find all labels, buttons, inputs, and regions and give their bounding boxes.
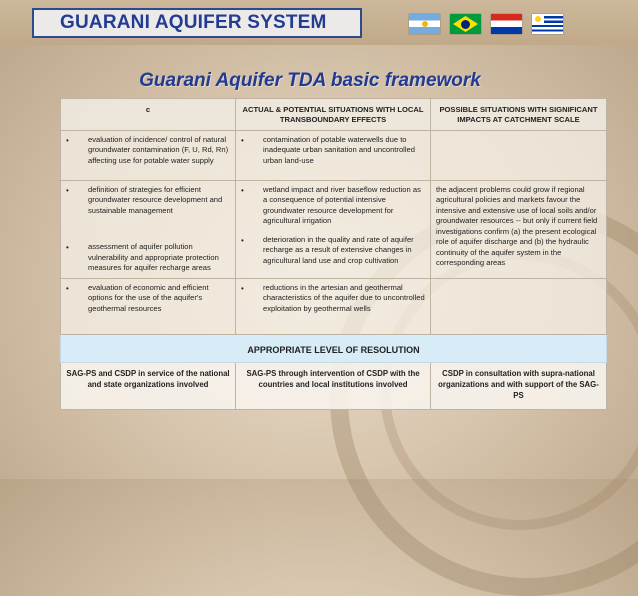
cell-text: the adjacent problems could grow if regional agricultural policies and markets favour the intensive and extensive use of local soils and/or groundwater resources -- but only if current field investigations confirm (a) the present ecological role of aquifer discharge and (b) the hydraulic continuity of the aquifer system in the corresponding areas bbox=[436, 184, 598, 268]
cell-text: wetland impact and river baseflow reduction as a consequence of potential intensive groundwater resource development for agricultural irrigation bbox=[263, 184, 421, 226]
paraguay-flag-icon bbox=[491, 14, 522, 34]
cell-text: deterioration in the quality and rate of aquifer recharge as a result of extensive changes in agricultural land use and crop cultivation bbox=[263, 234, 414, 265]
cell-text: reductions in the artesian and geothermal characteristics of the aquifer due to uncontrolled exploitation by geothermal wells bbox=[263, 282, 425, 313]
resolution-band: APPROPRIATE LEVEL OF RESOLUTION bbox=[61, 334, 607, 362]
cell-text: evaluation of incidence/ control of natural groundwater contamination (F, U, Rd, Rn) affecting use for potable water supply bbox=[88, 134, 229, 165]
table-cell bbox=[431, 278, 607, 334]
cell-text: definition of strategies for efficient groundwater resource development and sustainable management bbox=[88, 184, 223, 215]
column-header: c bbox=[61, 99, 236, 131]
cell-text: evaluation of economic and efficient options for the use of the aquifer's geothermal resources bbox=[88, 282, 209, 313]
bullet-icon: • bbox=[241, 185, 244, 195]
cell-text: contamination of potable waterwells due to inadequate urban sanitation and uncontrolled urban land-use bbox=[263, 134, 415, 165]
table-cell bbox=[61, 278, 236, 334]
table-cell bbox=[61, 130, 236, 180]
column-header: ACTUAL & POTENTIAL SITUATIONS WITH LOCAL TRANSBOUNDARY EFFECTS bbox=[236, 99, 431, 131]
bullet-icon: • bbox=[241, 283, 244, 293]
bullet-icon: • bbox=[66, 283, 69, 293]
table-row bbox=[61, 278, 607, 334]
column-header: POSSIBLE SITUATIONS WITH SIGNIFICANT IMPACTS AT CATCHMENT SCALE bbox=[431, 99, 607, 131]
resolution-cell: SAG-PS through intervention of CSDP with the countries and local institutions involved bbox=[236, 363, 431, 410]
framework-subtitle: Guarani Aquifer TDA basic framework bbox=[139, 70, 481, 91]
cell-text: assessment of aquifer pollution vulnerability and appropriate protection measures for aquifer recharge areas bbox=[88, 242, 219, 273]
table-header-row bbox=[61, 99, 607, 131]
table-row bbox=[61, 180, 607, 278]
flags-row bbox=[409, 14, 563, 34]
table-row bbox=[61, 130, 607, 180]
table-cell bbox=[431, 130, 607, 180]
slide-title: GUARANI AQUIFER SYSTEM bbox=[32, 8, 362, 38]
table-cell bbox=[61, 180, 236, 278]
framework-table bbox=[60, 98, 607, 410]
resolution-band-row bbox=[61, 334, 607, 362]
resolution-cell: SAG-PS and CSDP in service of the national and state organizations involved bbox=[61, 363, 236, 410]
argentina-flag-icon bbox=[409, 14, 440, 34]
bullet-icon: • bbox=[66, 135, 69, 145]
uruguay-flag-icon bbox=[532, 14, 563, 34]
bullet-icon: • bbox=[241, 135, 244, 145]
table-cell bbox=[236, 130, 431, 180]
bullet-icon: • bbox=[66, 185, 69, 195]
table-cell bbox=[431, 180, 607, 278]
resolution-row bbox=[61, 363, 607, 410]
brazil-flag-icon bbox=[450, 14, 481, 34]
table-cell bbox=[236, 278, 431, 334]
bullet-icon: • bbox=[241, 235, 244, 245]
bullet-icon: • bbox=[66, 243, 69, 253]
table-cell bbox=[236, 180, 431, 278]
resolution-cell: CSDP in consultation with supra-national organizations and with support of the SAG-PS bbox=[431, 363, 607, 410]
